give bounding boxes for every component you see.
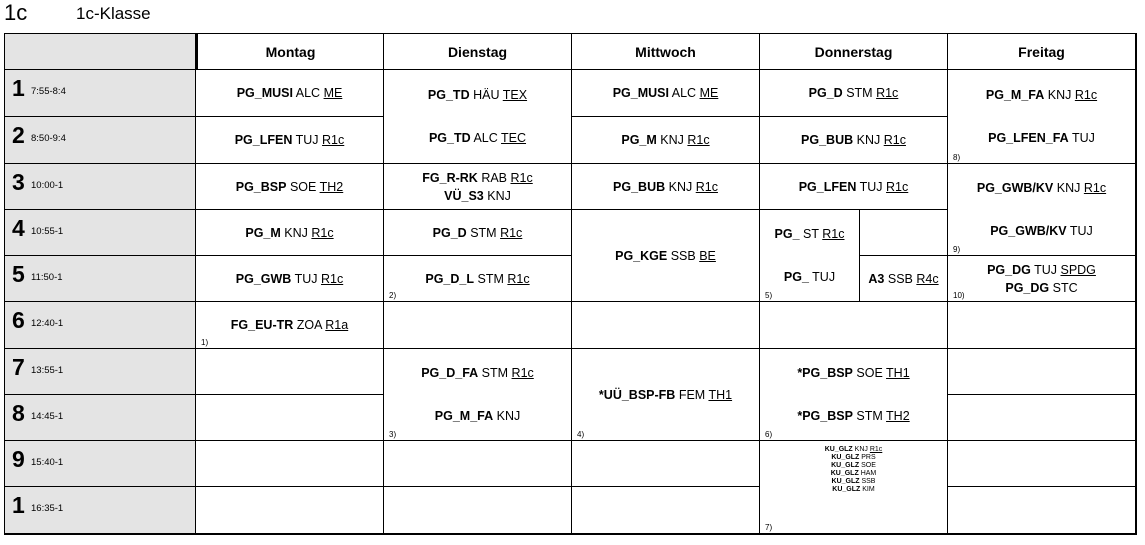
footnote-marker: 4): [577, 430, 585, 439]
lesson-cell-mo6[interactable]: [196, 302, 384, 349]
room-code: TH1: [886, 366, 910, 381]
period-time: 7:55-8:4: [31, 86, 66, 97]
period-time: 10:00-1: [31, 180, 64, 191]
lesson-line: [809, 84, 899, 102]
period-label-8: [5, 395, 196, 441]
teacher-code: STM: [856, 408, 883, 423]
room-code: TEX: [502, 87, 528, 102]
lesson-line: [237, 84, 343, 102]
period-time: 8:50-9:4: [31, 133, 66, 144]
lesson-entries: [196, 70, 383, 116]
lesson-line: [825, 446, 883, 454]
subject-code: PG_MUSI: [236, 86, 293, 100]
period-number: 3: [12, 169, 25, 195]
empty-slot: [572, 302, 760, 349]
lesson-entries: [572, 117, 759, 163]
teacher-code: ALC: [671, 86, 697, 100]
teacher-code: KNJ: [660, 133, 684, 147]
lesson-line: [987, 261, 1096, 279]
teacher-code: KIM: [862, 486, 875, 493]
footnote-marker: 1): [201, 338, 209, 347]
subject-code: PG_GWB/KV: [976, 181, 1054, 196]
period-label-1: [5, 70, 196, 117]
lesson-line: [832, 478, 876, 486]
room-code: R1c: [876, 86, 899, 100]
lesson-cell-mi78[interactable]: [572, 349, 760, 441]
lesson-cell-do3[interactable]: [760, 164, 948, 210]
lesson-entries: [572, 349, 759, 440]
teacher-code: KNJ: [487, 188, 511, 203]
lesson-line: [235, 131, 345, 149]
lesson-cell-mo5[interactable]: [196, 256, 384, 302]
period-label-9: [5, 441, 196, 487]
period-number: 6: [12, 307, 25, 333]
room-code: R1c: [695, 179, 718, 194]
lesson-line: [797, 407, 909, 425]
lesson-line: [775, 225, 845, 243]
timetable-grid: [4, 33, 1137, 535]
lesson-entries: [384, 164, 571, 209]
lesson-entries: [384, 70, 571, 163]
period-label-4: [5, 210, 196, 256]
lesson-entries: [572, 70, 759, 116]
subject-code: PG_LFEN: [798, 179, 857, 194]
lesson-entries: [572, 210, 759, 301]
lesson-line: [977, 179, 1106, 197]
lesson-entries: [572, 164, 759, 209]
day-header-4: Freitag: [948, 34, 1136, 70]
lesson-cell-do1[interactable]: [760, 70, 948, 117]
subject-code: PG_KGE: [615, 248, 668, 263]
lesson-cell-mi45[interactable]: [572, 210, 760, 302]
period-label-5: [5, 256, 196, 302]
period-number: 5: [12, 261, 25, 287]
lesson-entries: [384, 349, 571, 440]
lesson-entries: [760, 117, 947, 163]
subject-code: PG_MUSI: [612, 86, 669, 100]
lesson-line: [831, 462, 876, 470]
lesson-cell-di12[interactable]: [384, 70, 572, 164]
room-code: R1c: [687, 133, 710, 147]
empty-slot: [948, 302, 1136, 349]
class-code: 1c: [4, 0, 28, 25]
lesson-line: [868, 270, 938, 288]
corner-cell: [5, 34, 196, 70]
teacher-code: TUJ: [1034, 262, 1057, 277]
footnote-marker: 5): [765, 291, 773, 300]
room-code: R1c: [510, 170, 533, 185]
lesson-line: [986, 86, 1097, 104]
room-code: R1c: [320, 271, 344, 286]
room-code: R1c: [822, 227, 845, 242]
period-number: 9: [12, 446, 25, 472]
teacher-code: STC: [1052, 280, 1078, 295]
lesson-line: [1005, 279, 1077, 297]
subject-code: PG_TD: [427, 87, 470, 102]
subject-code: A3: [868, 271, 885, 286]
room-code: SPDG: [1060, 262, 1096, 277]
subject-code: KU_GLZ: [832, 486, 861, 493]
teacher-code: TUJ: [1069, 223, 1093, 238]
room-code: R1c: [311, 225, 334, 240]
lesson-line: [428, 86, 527, 104]
period-time: 13:55-1: [31, 365, 64, 376]
lesson-line: [422, 169, 532, 187]
lesson-cell-mi2[interactable]: [572, 117, 760, 164]
lesson-entries: [760, 441, 947, 533]
subject-code: KU_GLZ: [831, 454, 860, 461]
subject-code: VÜ_S3: [444, 188, 484, 203]
lesson-line: [236, 178, 343, 196]
lesson-line: [599, 386, 732, 404]
period-label-10: [5, 487, 196, 534]
subject-code: PG_M: [245, 225, 281, 240]
empty-slot: [384, 441, 572, 487]
period-number: 1: [12, 75, 25, 101]
period-label-7: [5, 349, 196, 395]
lesson-entries: [196, 117, 383, 163]
teacher-code: ST: [803, 227, 819, 242]
lesson-line: [801, 131, 906, 149]
period-number: 7: [12, 354, 25, 380]
lesson-cell-fr5[interactable]: [948, 256, 1136, 302]
subject-code: FG_EU-TR: [230, 318, 294, 332]
lesson-cell-di4[interactable]: [384, 210, 572, 256]
teacher-code: KNJ: [1047, 87, 1072, 102]
lesson-entries: [948, 70, 1135, 163]
lesson-line: [444, 187, 511, 205]
subject-code: *PG_BSP: [797, 366, 853, 381]
footnote-marker: 3): [389, 430, 397, 439]
subject-code: *UÜ_BSP-FB: [598, 387, 676, 402]
teacher-code: SSB: [861, 478, 876, 485]
footnote-marker: 8): [953, 153, 961, 162]
teacher-code: TUJ: [859, 179, 883, 194]
subject-code: FG_R-RK: [422, 170, 478, 185]
lesson-line: [799, 178, 909, 196]
subject-code: PG_: [774, 227, 800, 242]
empty-slot: [948, 441, 1136, 487]
lesson-entries: [196, 302, 383, 348]
period-label-6: [5, 302, 196, 349]
lesson-line: [231, 316, 348, 334]
teacher-code: RAB: [481, 170, 508, 185]
period-number: 1: [12, 492, 25, 518]
empty-slot: [948, 395, 1136, 441]
subject-code: PG_DG: [1005, 280, 1050, 295]
footnote-marker: 10): [953, 291, 965, 300]
footnote-marker: 2): [389, 291, 397, 300]
room-code: BE: [699, 248, 716, 263]
lesson-line: [832, 486, 874, 494]
subject-code: PG_M: [621, 133, 657, 147]
subject-code: KU_GLZ: [831, 462, 860, 469]
subject-code: *PG_BSP: [797, 408, 853, 423]
period-label-2: [5, 117, 196, 164]
footnote-marker: 9): [953, 245, 961, 254]
room-code: TEC: [501, 131, 527, 146]
lesson-line: [831, 470, 877, 478]
lesson-line: [990, 222, 1093, 240]
empty-slot: [572, 441, 760, 487]
lesson-cell-mi3[interactable]: [572, 164, 760, 210]
period-time: 12:40-1: [31, 318, 64, 329]
subject-code: PG_D_L: [425, 271, 475, 286]
empty-slot: [572, 487, 760, 534]
teacher-code: KNJ: [856, 133, 881, 147]
lesson-entries: [196, 164, 383, 209]
lesson-cell-fr34[interactable]: [948, 164, 1136, 256]
period-time: 16:35-1: [31, 503, 64, 514]
lesson-line: [433, 224, 523, 242]
teacher-code: TUJ: [1071, 131, 1095, 146]
lesson-cell-di78[interactable]: [384, 349, 572, 441]
period-number: 2: [12, 122, 25, 148]
empty-slot: [196, 487, 384, 534]
lesson-line: [797, 364, 909, 382]
teacher-code: STM: [477, 271, 504, 286]
subject-code: KU_GLZ: [831, 478, 860, 485]
lesson-entries: [948, 164, 1135, 255]
room-code: TH2: [319, 179, 344, 194]
lesson-cell-mo4[interactable]: [196, 210, 384, 256]
lesson-cell-do2[interactable]: [760, 117, 948, 164]
footnote-marker: 6): [765, 430, 773, 439]
room-code: R1c: [322, 133, 345, 147]
lesson-line: [421, 364, 534, 382]
lesson-entries: [760, 210, 859, 301]
room-code: R1c: [511, 366, 534, 381]
room-code: TH1: [708, 387, 733, 402]
teacher-code: HÄU: [473, 87, 500, 102]
class-name: 1c-Klasse: [76, 4, 151, 23]
subject-code: KU_GLZ: [830, 470, 859, 477]
room-code: R1c: [1083, 181, 1107, 196]
room-code: R1a: [325, 318, 349, 332]
lesson-line: [988, 129, 1095, 147]
teacher-code: FEM: [678, 387, 706, 402]
day-header-3: Donnerstag: [760, 34, 948, 70]
teacher-code: SSB: [887, 271, 913, 286]
lesson-line: [245, 224, 333, 242]
empty-slot: [948, 349, 1136, 395]
room-code: ME: [323, 86, 343, 100]
lesson-line: [425, 270, 529, 288]
lesson-entries: [196, 256, 383, 301]
teacher-code: TUJ: [812, 269, 836, 284]
lesson-cell-do9[interactable]: [760, 441, 948, 534]
teacher-code: STM: [846, 86, 873, 100]
lesson-cell-do78[interactable]: [760, 349, 948, 441]
lesson-line: [615, 247, 716, 265]
lesson-cell-di3[interactable]: [384, 164, 572, 210]
empty-slot: [196, 395, 384, 441]
room-code: R4c: [916, 271, 939, 286]
lesson-line: [435, 407, 520, 425]
subject-code: PG_LFEN_FA: [988, 131, 1069, 146]
room-code: R1c: [869, 446, 883, 453]
subject-code: PG_BUB: [801, 133, 854, 147]
room-code: R1c: [1074, 87, 1098, 102]
lesson-entries: [196, 210, 383, 255]
subject-code: PG_LFEN: [234, 133, 293, 147]
teacher-code: SOE: [289, 179, 317, 194]
empty-slot: [196, 441, 384, 487]
lesson-cell-mo3[interactable]: [196, 164, 384, 210]
lesson-line: [613, 84, 719, 102]
empty-slot: [760, 302, 948, 349]
empty-slot: [384, 487, 572, 534]
teacher-code: STM: [481, 366, 509, 381]
subject-code: KU_GLZ: [824, 446, 853, 453]
room-code: ME: [699, 86, 719, 100]
subject-code: PG_M_FA: [985, 87, 1045, 102]
lesson-cell-fr12[interactable]: [948, 70, 1136, 164]
empty-slot: [860, 210, 948, 256]
teacher-code: KNJ: [1056, 181, 1081, 196]
subject-code: PG_: [783, 269, 809, 284]
lesson-entries: [760, 70, 947, 116]
subject-code: PG_M_FA: [434, 408, 494, 423]
lesson-cell-do45a[interactable]: [760, 210, 860, 302]
lesson-line: [784, 268, 835, 286]
lesson-entries: [760, 349, 947, 440]
lesson-line: [621, 131, 709, 149]
lesson-line: [613, 178, 718, 196]
lesson-entries: [384, 210, 571, 255]
teacher-code: PRS: [861, 454, 876, 461]
teacher-code: KNJ: [284, 225, 308, 240]
lesson-entries: [948, 256, 1135, 301]
teacher-code: SSB: [670, 248, 696, 263]
teacher-code: TUJ: [294, 271, 318, 286]
subject-code: PG_DG: [987, 262, 1031, 277]
teacher-code: SOE: [861, 462, 876, 469]
lesson-cell-di5[interactable]: [384, 256, 572, 302]
period-time: 15:40-1: [31, 457, 64, 468]
lesson-cell-mi1[interactable]: [572, 70, 760, 117]
lesson-entries: [384, 256, 571, 301]
period-time: 10:55-1: [31, 226, 64, 237]
lesson-entries: [860, 256, 947, 301]
footnote-marker: 7): [765, 523, 773, 532]
teacher-code: STM: [470, 225, 497, 240]
subject-code: PG_D_FA: [421, 366, 479, 381]
teacher-code: ALC: [473, 131, 498, 146]
period-label-3: [5, 164, 196, 210]
room-code: R1c: [507, 271, 530, 286]
teacher-code: SOE: [856, 366, 883, 381]
lesson-cell-mo2[interactable]: [196, 117, 384, 164]
teacher-code: KNJ: [854, 446, 868, 453]
lesson-line: [831, 454, 875, 462]
period-number: 4: [12, 215, 25, 241]
room-code: R1c: [883, 133, 906, 147]
subject-code: PG_GWB/KV: [990, 223, 1067, 238]
subject-code: PG_BUB: [613, 179, 666, 194]
lesson-line: [236, 270, 343, 288]
lesson-line: [429, 129, 526, 147]
subject-code: PG_BSP: [235, 179, 287, 194]
subject-code: PG_D: [808, 86, 843, 100]
empty-slot: [196, 349, 384, 395]
lesson-cell-mo1[interactable]: [196, 70, 384, 117]
day-header-2: Mittwoch: [572, 34, 760, 70]
lesson-cell-do5b[interactable]: [860, 256, 948, 302]
day-header-0: Montag: [196, 34, 384, 70]
teacher-code: HAM: [860, 470, 877, 477]
teacher-code: KNJ: [496, 408, 521, 423]
room-code: R1c: [886, 179, 909, 194]
teacher-code: TUJ: [295, 133, 319, 147]
period-number: 8: [12, 400, 25, 426]
subject-code: PG_GWB: [235, 271, 292, 286]
empty-slot: [948, 487, 1136, 534]
room-code: R1c: [500, 225, 523, 240]
teacher-code: ALC: [295, 86, 321, 100]
day-header-1: Dienstag: [384, 34, 572, 70]
teacher-code: KNJ: [668, 179, 693, 194]
empty-slot: [384, 302, 572, 349]
period-time: 14:45-1: [31, 411, 64, 422]
teacher-code: ZOA: [296, 318, 322, 332]
subject-code: PG_TD: [428, 131, 471, 146]
period-time: 11:50-1: [31, 272, 63, 283]
lesson-entries: [760, 164, 947, 209]
room-code: TH2: [886, 408, 910, 423]
subject-code: PG_D: [432, 225, 467, 240]
